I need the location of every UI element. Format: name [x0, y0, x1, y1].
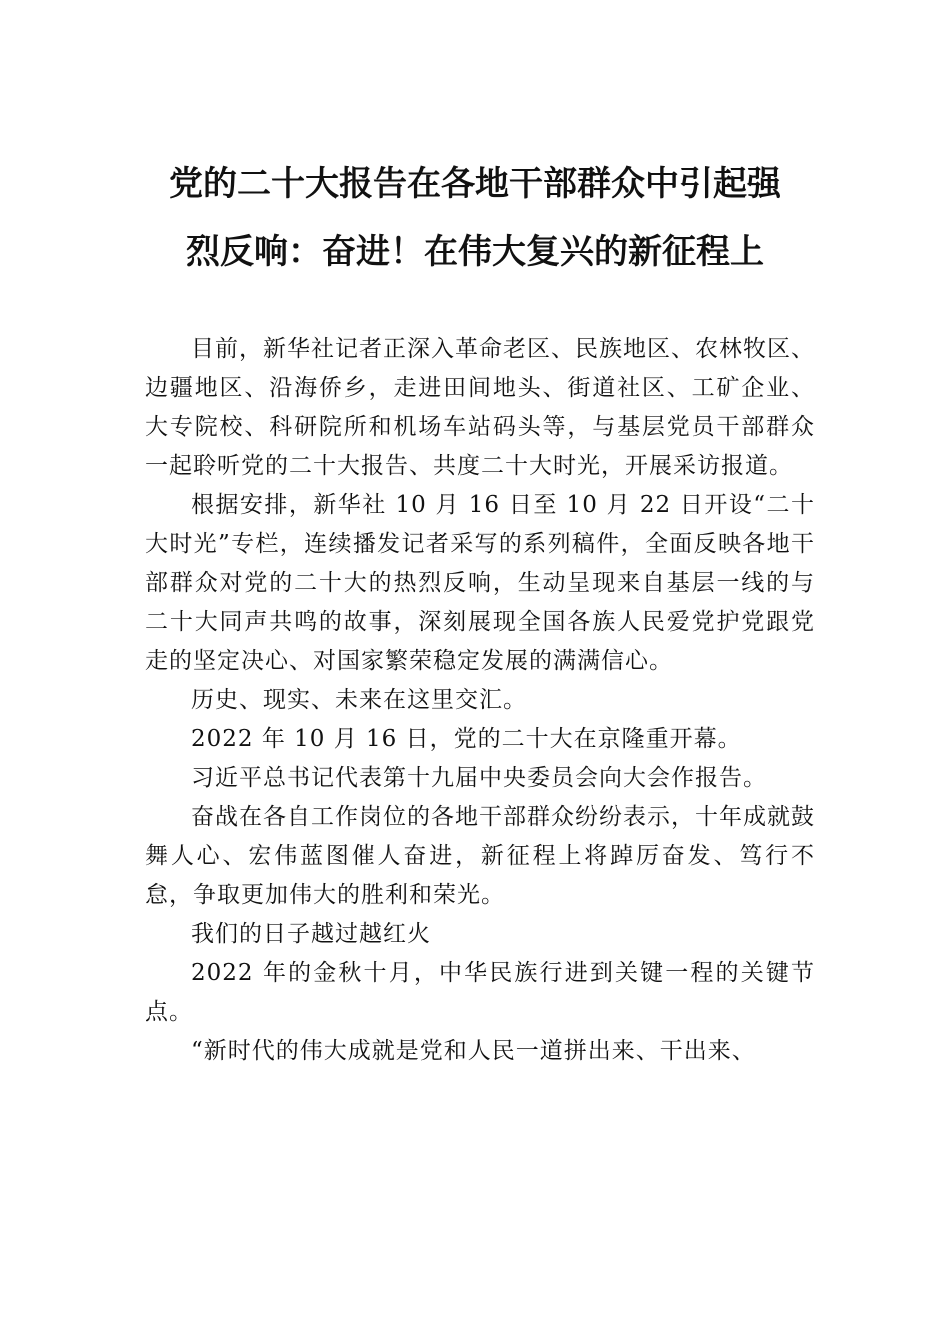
paragraph: “新时代的伟大成就是党和人民一道拼出来、干出来、 [191, 1038, 756, 1064]
title-line-1: 党的二十大报告在各地干部群众中引起强 [169, 164, 781, 204]
paragraph: 奋战在各自工作岗位的各地干部群众纷纷表示，十年成就鼓舞人心、宏伟蓝图催人奋进，新征程上将踔厉奋发、笃行不怠，争取更加伟大的胜利和荣光。 [145, 804, 815, 908]
paragraph: 目前，新华社记者正深入革命老区、民族地区、农林牧区、边疆地区、沿海侨乡，走进田间地头、街道社区、工矿企业、大专院校、科研院所和机场车站码头等，与基层党员干部群众一起聆听党的二十大报告、共度二十大时光，开展采访报道。 [145, 336, 815, 479]
paragraph: 历史、现实、未来在这里交汇。 [191, 687, 527, 713]
document-body [145, 330, 815, 1071]
document-title [140, 150, 810, 286]
paragraph: 习近平总书记代表第十九届中央委员会向大会作报告。 [191, 765, 767, 791]
paragraph: 根据安排，新华社 10 月 16 日至 10 月 22 日开设“二十大时光”专栏，连续播发记者采写的系列稿件，全面反映各地干部群众对党的二十大的热烈反响，生动呈现来自基层一线的与二十大同声共鸣的故事，深刻展现全国各族人民爱党护党跟党走的坚定决心、对国家繁荣稳定发展的满满信心。 [145, 492, 815, 674]
section-subheading: 我们的日子越过越红火 [191, 921, 431, 947]
paragraph: 2022 年 10 月 16 日，党的二十大在京隆重开幕。 [191, 726, 742, 752]
paragraph: 2022 年的金秋十月，中华民族行进到关键一程的关键节点。 [145, 960, 815, 1025]
title-line-2: 烈反响：奋进！在伟大复兴的新征程上 [186, 232, 764, 272]
